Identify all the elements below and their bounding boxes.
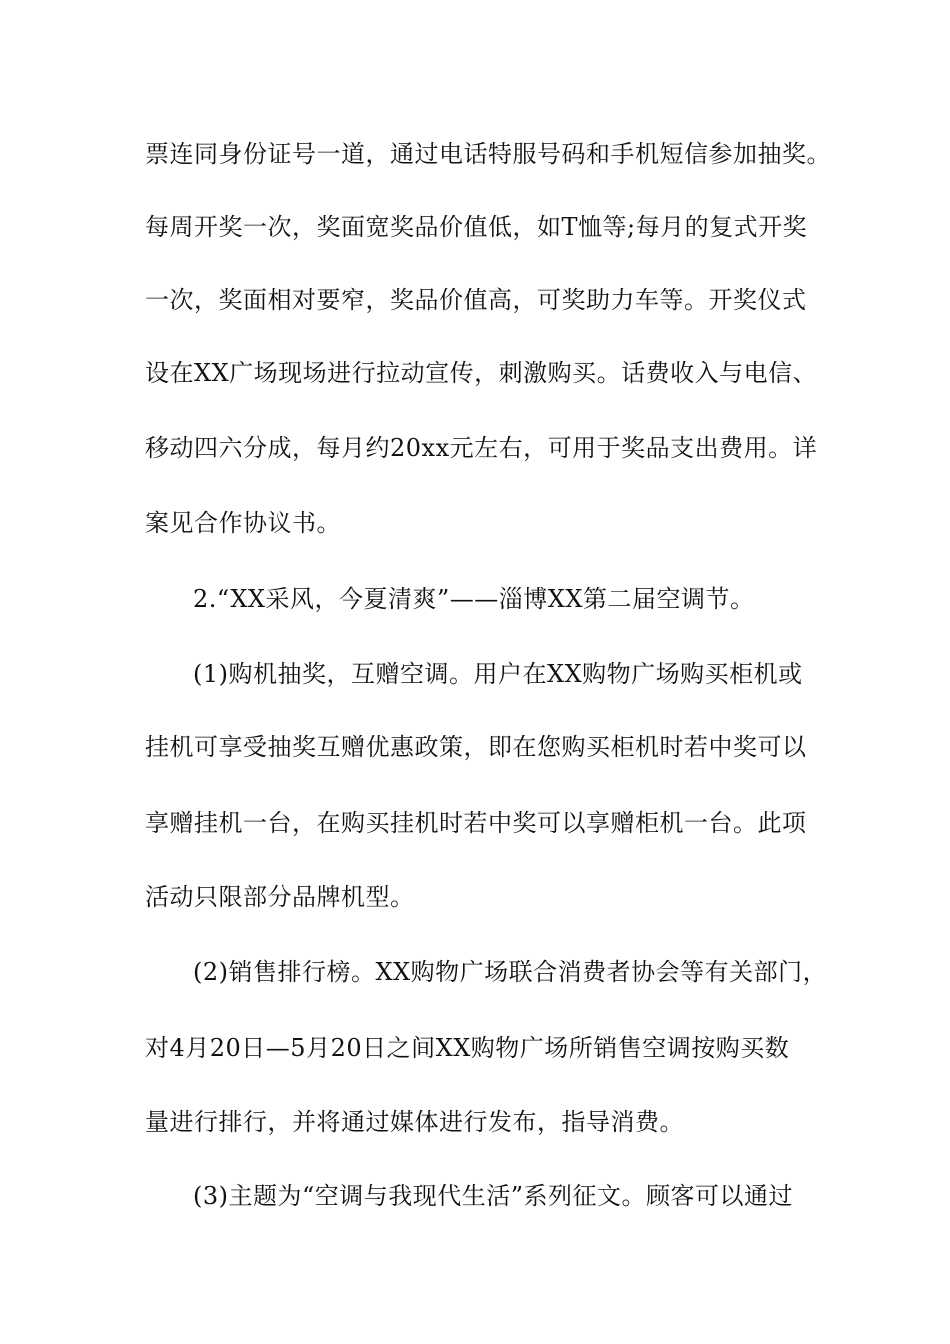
text-line-4: 设在XX广场现场进行拉动宣传，刺激购买。话费收入与电信、 — [145, 359, 818, 387]
text-line-12: (2)销售排行榜。XX购物广场联合消费者协会等有关部门， — [193, 958, 828, 986]
text-line-13: 对4月20日—5月20日之间XX购物广场所销售空调按购买数 — [145, 1034, 790, 1062]
section-heading-2: 2.“XX采风，今夏清爽”——淄博XX第二届空调节。 — [193, 585, 755, 613]
text-line-1: 票连同身份证号一道，通过电话特服号码和手机短信参加抽奖。 — [145, 140, 831, 168]
text-line-5: 移动四六分成，每月约20xx元左右，可用于奖品支出费用。详 — [145, 434, 818, 462]
text-line-6: 案见合作协议书。 — [145, 509, 341, 537]
text-line-2: 每周开奖一次，奖面宽奖品价值低，如T恤等;每月的复式开奖 — [145, 213, 808, 241]
text-line-10: 享赠挂机一台，在购买挂机时若中奖可以享赠柜机一台。此项 — [145, 809, 807, 837]
text-line-8: (1)购机抽奖，互赠空调。用户在XX购物广场购买柜机或 — [193, 660, 803, 688]
text-line-11: 活动只限部分品牌机型。 — [145, 883, 415, 911]
text-line-9: 挂机可享受抽奖互赠优惠政策，即在您购买柜机时若中奖可以 — [145, 733, 807, 761]
text-line-15: (3)主题为“空调与我现代生活”系列征文。顾客可以通过 — [193, 1182, 794, 1210]
text-line-14: 量进行排行，并将通过媒体进行发布，指导消费。 — [145, 1108, 684, 1136]
text-line-3: 一次，奖面相对要窄，奖品价值高，可奖助力车等。开奖仪式 — [145, 286, 807, 314]
